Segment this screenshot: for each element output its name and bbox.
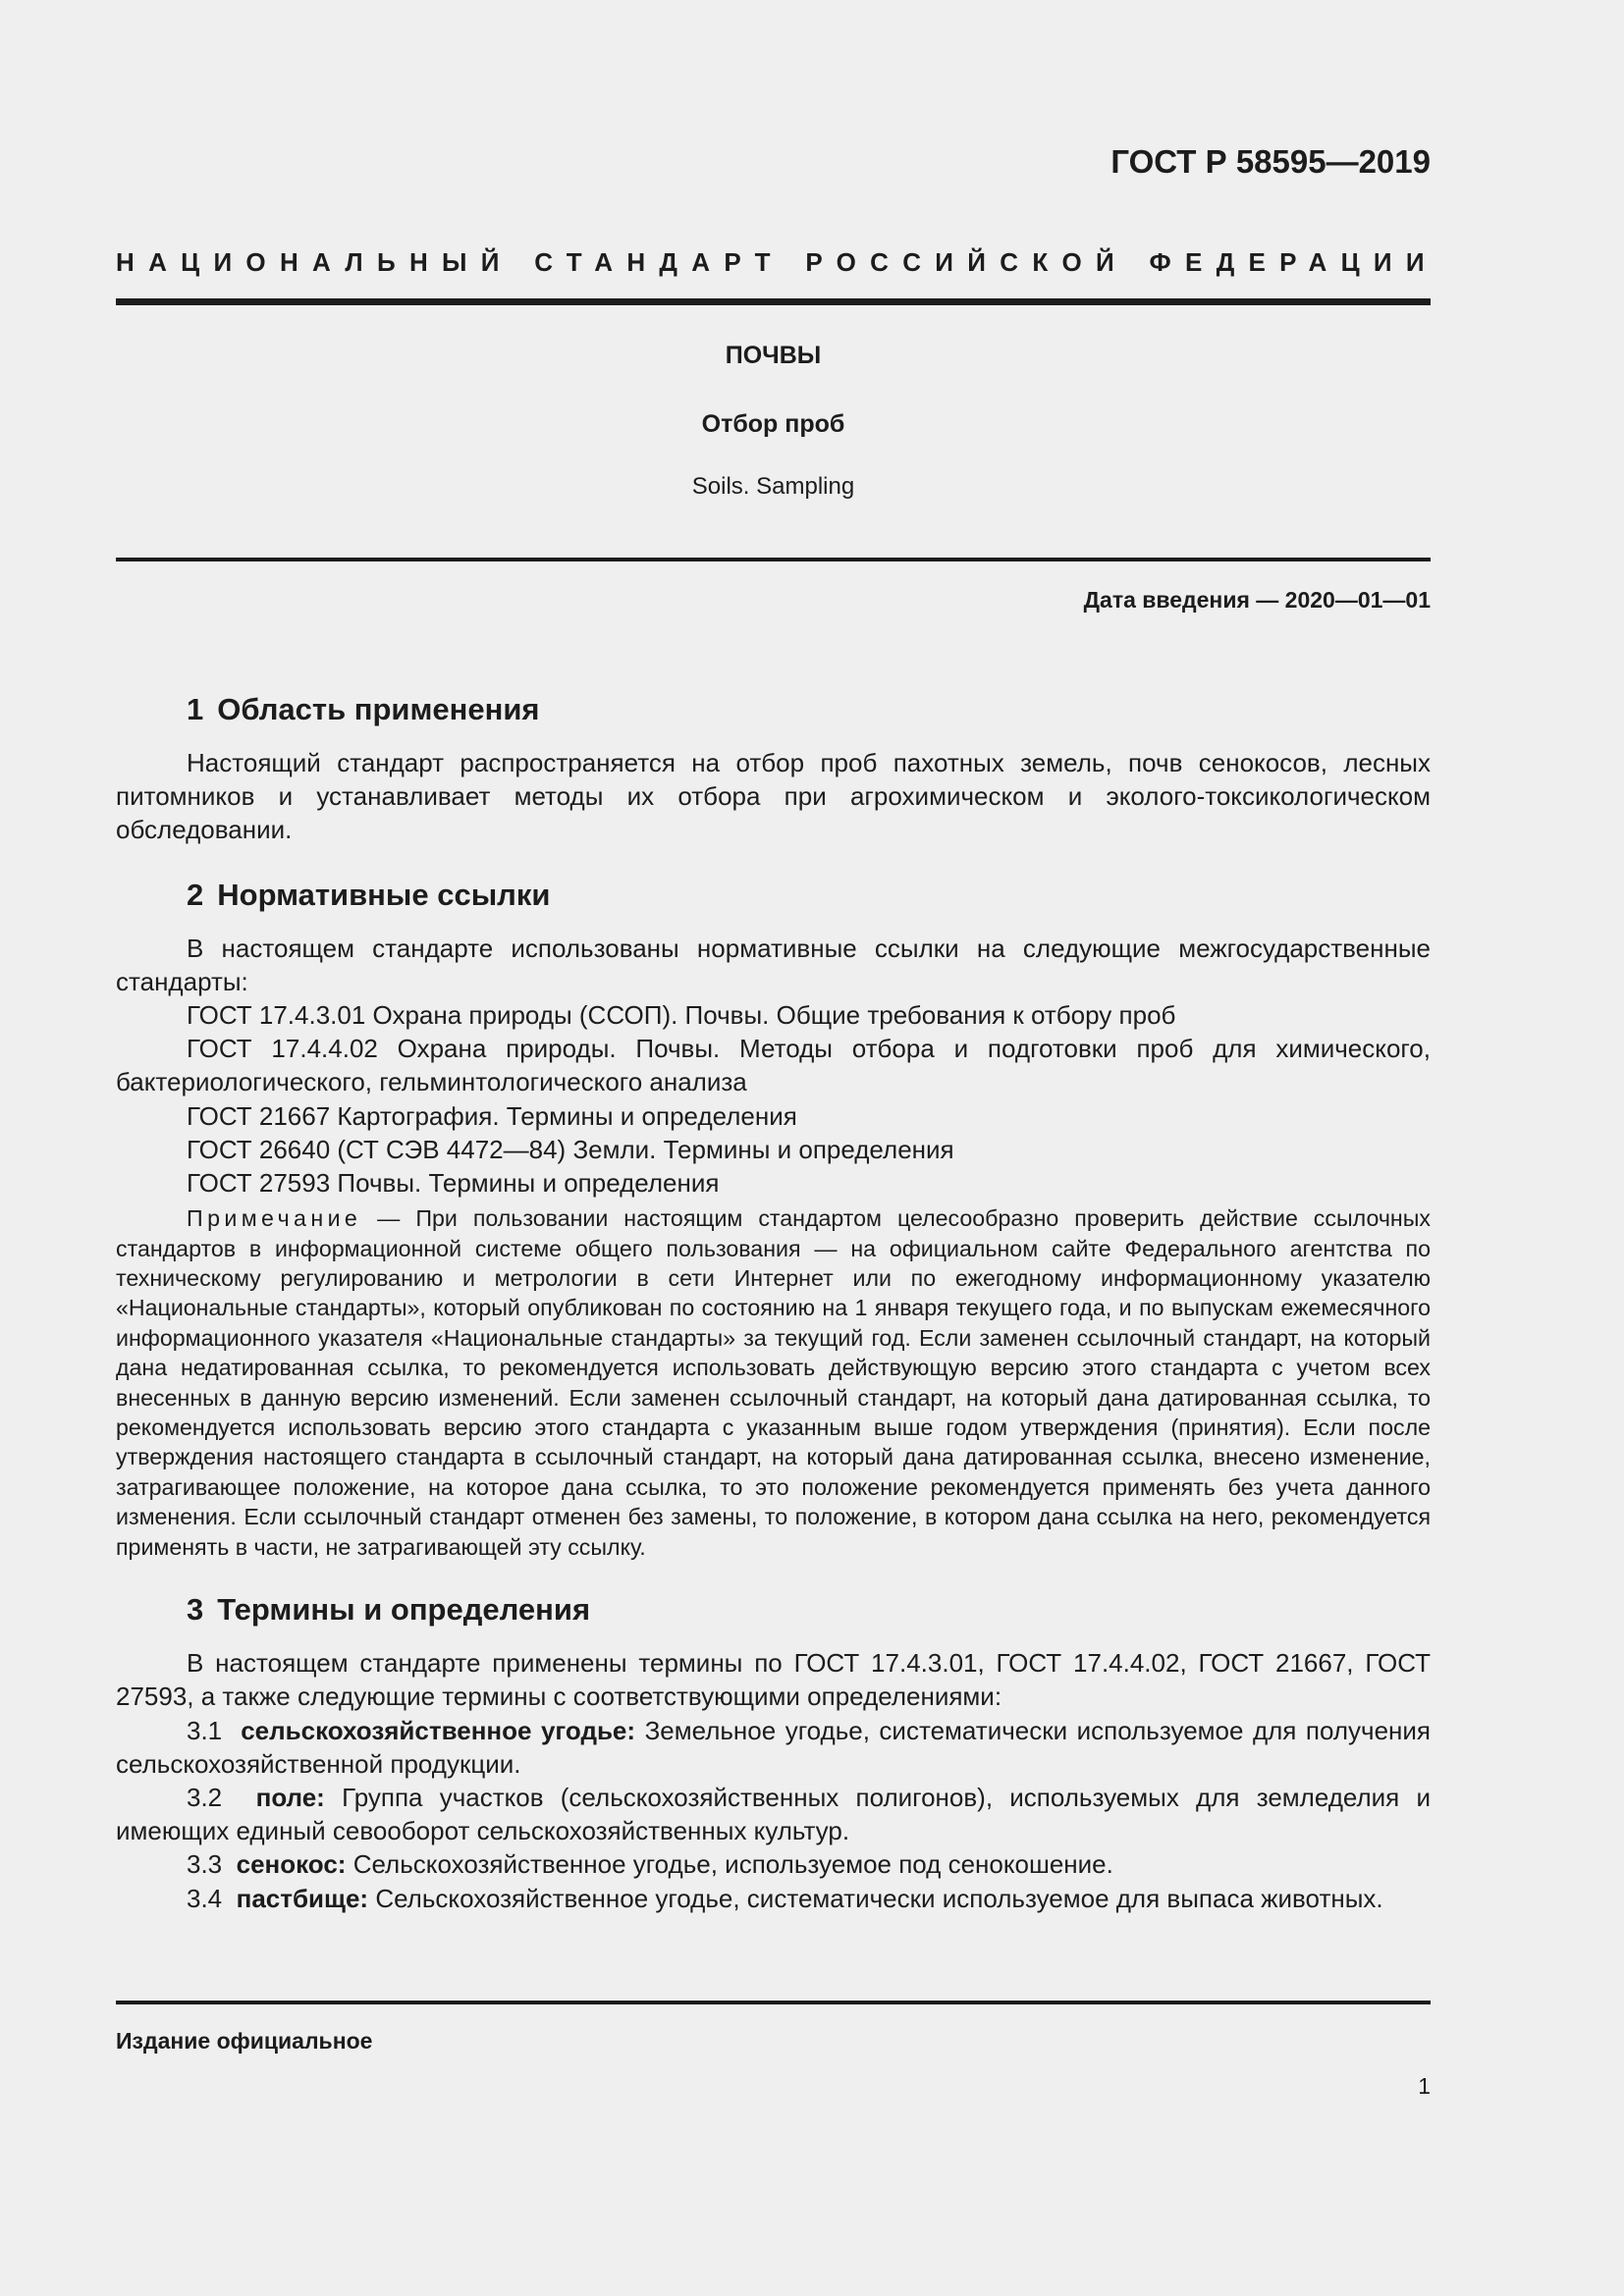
reference-item: ГОСТ 17.4.3.01 Охрана природы (ССОП). Почвы. Общие требования к отбору проб bbox=[187, 1000, 1176, 1031]
term-name: сенокос: bbox=[236, 1849, 347, 1880]
note-text: — При пользовании настоящим стандартом целесообразно проверить действие ссылочных стандартов в информационной системе общего пользования — на официальном сайте Федерального агентства по техническому регулированию и метрологии в сети Интернет или по ежегодному информационному указателю «Национальные стандарты», который опубликован по состоянию на 1 января текущего года, и по выпускам ежемесячного информационного указателя «Национальные стандарты» за текущий год. Если заменен ссылочный стандарт, на который дана недатированная ссылка, то рекомендуется использовать действующую версию этого стандарта с учетом всех внесенных в данную версию изменений. Если заменен ссылочный стандарт, на который дана датированная ссылка, то рекомендуется использовать версию этого стандарта с указанным выше годом утверждения (принятия). Если после утверждения настоящего стандарта в ссылочный стандарт, на который дана датированная ссылка, внесено изменение, затрагивающее положение, на которое дана ссылка, то это положение рекомендуется применять без учета данного изменения. Если ссылочный стандарт отменен без замены, то положение, в котором дана ссылка на него, рекомендуется применять в части, не затрагивающей эту ссылку. bbox=[116, 1205, 1431, 1560]
reference-item: ГОСТ 17.4.4.02 Охрана природы. Почвы. Методы отбора и подготовки проб для химического, бактериологического, гельминтологического анализа bbox=[116, 1034, 1431, 1097]
term-number: 3.4 bbox=[187, 1883, 223, 1913]
section-number: 1 bbox=[187, 692, 204, 726]
term-number: 3.3 bbox=[187, 1849, 223, 1880]
national-standard-banner: НАЦИОНАЛЬНЫЙ СТАНДАРТ РОССИЙСКОЙ ФЕДЕРАЦИИ bbox=[116, 247, 1438, 277]
title-divider bbox=[116, 558, 1431, 561]
section-title: Термины и определения bbox=[217, 1592, 591, 1628]
document-body bbox=[116, 687, 1431, 1915]
term-name: сельскохозяйственное угодье: bbox=[241, 1715, 636, 1745]
paragraph: Настоящий стандарт распространяется на отбор проб пахотных земель, почв сенокосов, лесных питомников и устанавливает методы их отбора при агрохимическом и эколого-токсикологическом обследовании. bbox=[116, 748, 1431, 845]
term-text: Группа участков (сельскохозяйственных полигонов), используемых для земледелия и имеющих единый севооборот сельскохозяйственных культур. bbox=[116, 1782, 1432, 1846]
document-subtitle: Отбор проб bbox=[701, 410, 845, 438]
section-number: 2 bbox=[187, 877, 204, 912]
term-definition bbox=[116, 1714, 1431, 1781]
term-definition bbox=[116, 1882, 1431, 1915]
section-title: Область применения bbox=[217, 692, 540, 726]
document-title: ПОЧВЫ bbox=[725, 342, 822, 369]
document-number: ГОСТ Р 58595—2019 bbox=[1110, 143, 1431, 180]
paragraph: В настоящем стандарте использованы нормативные ссылки на следующие межгосударственные стандарты: bbox=[116, 933, 1431, 996]
note-label: Примечание bbox=[187, 1205, 362, 1232]
term-number: 3.2 bbox=[187, 1782, 223, 1812]
section-number: 3 bbox=[187, 1592, 204, 1628]
footer-divider bbox=[116, 2001, 1431, 2004]
page-number: 1 bbox=[1418, 2073, 1431, 2099]
document-title-english: Soils. Sampling bbox=[691, 473, 855, 500]
section-heading bbox=[116, 873, 1431, 918]
reference-item: ГОСТ 21667 Картография. Термины и определения bbox=[187, 1100, 797, 1131]
note bbox=[116, 1203, 1431, 1562]
header-divider bbox=[116, 298, 1431, 305]
section-title: Нормативные ссылки bbox=[217, 877, 551, 912]
official-edition-label: Издание официальное bbox=[116, 2028, 373, 2054]
term-name: поле: bbox=[255, 1782, 325, 1812]
reference-item: ГОСТ 27593 Почвы. Термины и определения bbox=[187, 1168, 720, 1199]
term-text: Земельное угодье, систематически используемое для получения сельскохозяйственной продукции. bbox=[116, 1715, 1431, 1779]
section-heading bbox=[116, 687, 1431, 732]
term-number: 3.1 bbox=[187, 1715, 223, 1745]
term-definition bbox=[116, 1781, 1431, 1847]
term-name: пастбище: bbox=[236, 1883, 369, 1913]
paragraph: В настоящем стандарте применены термины по ГОСТ 17.4.3.01, ГОСТ 17.4.4.02, ГОСТ 21667, ГОСТ 27593, а также следующие термины с соответствующими определениями: bbox=[116, 1648, 1431, 1712]
term-definition bbox=[116, 1847, 1431, 1881]
introduction-date: Дата введения — 2020—01—01 bbox=[1083, 587, 1431, 613]
reference-item: ГОСТ 26640 (СТ СЭВ 4472—84) Земли. Термины и определения bbox=[187, 1134, 954, 1164]
term-text: Сельскохозяйственное угодье, используемое под сенокошение. bbox=[352, 1849, 1113, 1880]
section-heading bbox=[116, 1587, 1431, 1632]
term-text: Сельскохозяйственное угодье, систематически используемое для выпаса животных. bbox=[375, 1883, 1383, 1913]
